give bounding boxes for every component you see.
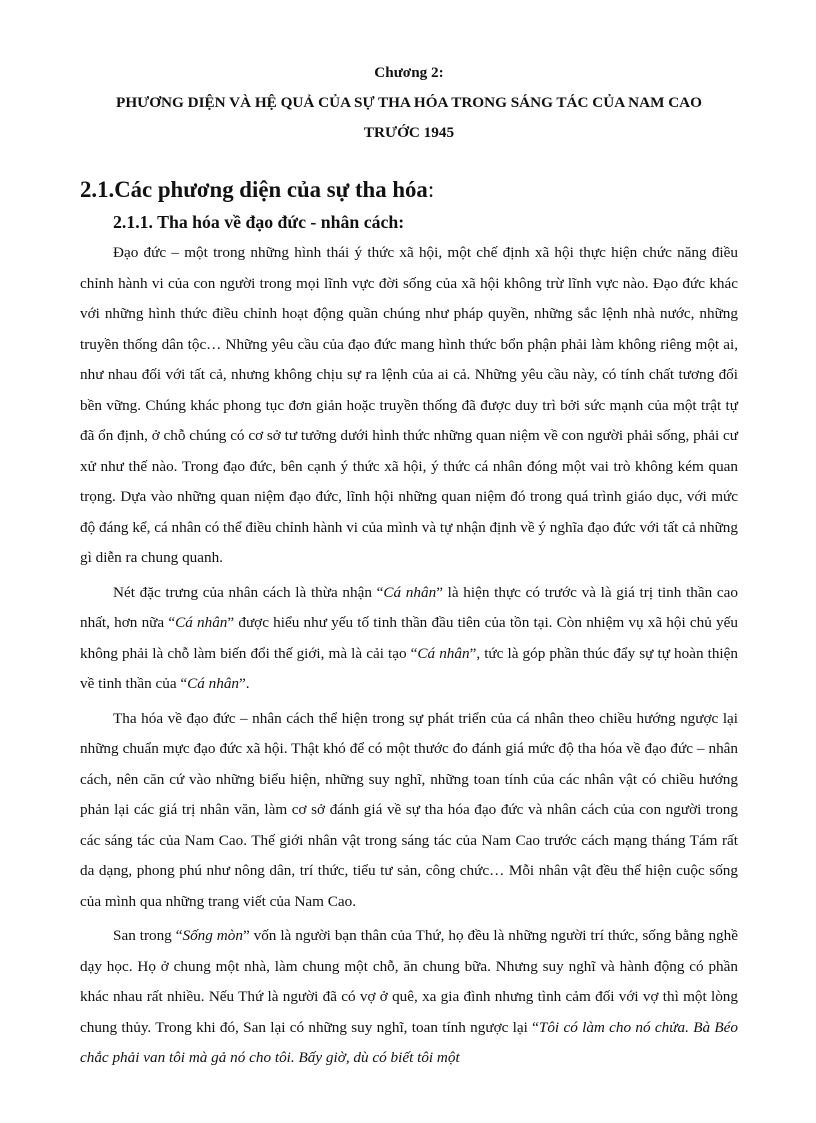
paragraph-4-italic-2: Tôi có làm cho nó chửa. Bà Béo chắc phải van tôi mà gả nó cho tôi. Bấy giờ, dù có biết tôi một (80, 1018, 739, 1066)
paragraph-2-text-b: ” là hiện thực có trước và là giá trị tinh thần cao nhất, hơn nữa “ (80, 583, 738, 631)
paragraph-2-text-e: ”. (239, 675, 250, 692)
paragraph-2-italic-1: Cá nhân (383, 583, 437, 601)
section-heading-text: 2.1.Các phương diện của sự tha hóa (80, 177, 428, 202)
paragraph-2 (80, 578, 738, 700)
paragraph-2-text-c: ” được hiểu như yếu tố tinh thần đầu tiên của tồn tại. Còn nhiệm vụ xã hội chủ yếu không phải là chỗ làm biến đổi thế giới, mà là cải tạo “ (80, 614, 738, 662)
paragraph-2-italic-3: Cá nhân (417, 644, 470, 662)
paragraph-2-text-a: Nét đặc trưng của nhân cách là thừa nhận “ (113, 583, 384, 601)
paragraph-2-text-d: ”, tức là góp phần thúc đẩy sự tự hoàn thiện về tinh thần của “ (80, 644, 738, 692)
chapter-title-line-1: PHƯƠNG DIỆN VÀ HỆ QUẢ CỦA SỰ THA HÓA TRONG SÁNG TÁC CỦA NAM CAO (116, 94, 702, 111)
chapter-heading (80, 58, 738, 148)
paragraph-4-text-a: San trong “ (113, 927, 183, 944)
chapter-label: Chương 2: (374, 64, 444, 81)
paragraph-2-italic-2: Cá nhân (175, 614, 228, 631)
document-page (80, 58, 738, 1074)
subsection-heading: 2.1.1. Tha hóa về đạo đức - nhân cách: (113, 212, 405, 232)
paragraph-4 (80, 921, 738, 1074)
paragraph-3: Tha hóa về đạo đức – nhân cách thể hiện trong sự phát triển của cá nhân theo chiều hướng ngược lại những chuẩn mực đạo đức xã hội. Thật khó để có một thước đo đánh giá mức độ tha hóa về đạo đức – nhân cách, nên căn cứ vào những biểu hiện, những suy nghĩ, những toan tính của các nhân vật có chiều hướng phản lại các giá trị nhân văn, làm cơ sở đánh giá về sự tha hóa đạo đức và nhân cách của con người trong các sáng tác của Nam Cao. Thế giới nhân vật trong sáng tác của Nam Cao trước cách mạng tháng Tám rất da dạng, phong phú như nông dân, trí thức, tiểu tư sản, công chức… Mỗi nhân vật đều thể hiện cuộc sống của mình qua những trang viết của Nam Cao. (80, 709, 738, 910)
section-heading-colon: : (427, 177, 435, 202)
chapter-title-line-2: TRƯỚC 1945 (363, 124, 455, 141)
paragraph-1: Đạo đức – một trong những hình thái ý thức xã hội, một chế định xã hội thực hiện chức năng điều chỉnh hành vi của con người trong mọi lĩnh vực đời sống của xã hội không trừ lĩnh vực nào. Đạo đức khác với những hình thức điều chỉnh hoạt động quần chúng như pháp quyền, những sắc lệnh nhà nước, những truyền thống dân tộc… Những yêu cầu của đạo đức mang hình thức bổn phận phải làm không riêng một ai, như nhau đối với tất cả, nhưng không chịu sự ra lệnh của ai cả. Những yêu cầu này, có tính chất tương đối bền vững. Chúng khác phong tục đơn giản hoặc truyền thống đã được duy trì bởi sức mạnh của một trật tự đã ổn định, ở chỗ chúng có cơ sở tư tưởng dưới hình thức những quan niệm về con người phải sống, phải cư xử như thế nào. Trong đạo đức, bên cạnh ý thức xã hội, ý thức cá nhân đóng một vai trò không kém quan trọng. Dựa vào những quan niệm đạo đức, lĩnh hội những quan niệm đó trong quá trình giáo dục, với mức độ đáng kể, cá nhân có thể điều chỉnh hành vi của mình và tự nhận định về ý nghĩa đạo đức với tất cả những gì diễn ra chung quanh. (80, 244, 738, 566)
paragraph-2-italic-4: Cá nhân (187, 675, 240, 692)
paragraph-4-text-b: ” vốn là người bạn thân của Thứ, họ đều là những người trí thức, sống bằng nghề dạy học. Họ ở chung một nhà, làm chung một chỗ, ăn chung bữa. Nhưng suy nghĩ và hành động có phần khác nhau rất nhiều. Nếu Thứ là người đã có vợ ở quê, xa gia đình nhưng tình cảm đối với vợ thì một lòng chung thủy. Trong khi đó, San lại có những suy nghĩ, toan tính ngược lại “ (80, 927, 738, 1036)
paragraph-4-italic-1: Sống mòn (182, 927, 243, 944)
section-heading (80, 174, 738, 206)
